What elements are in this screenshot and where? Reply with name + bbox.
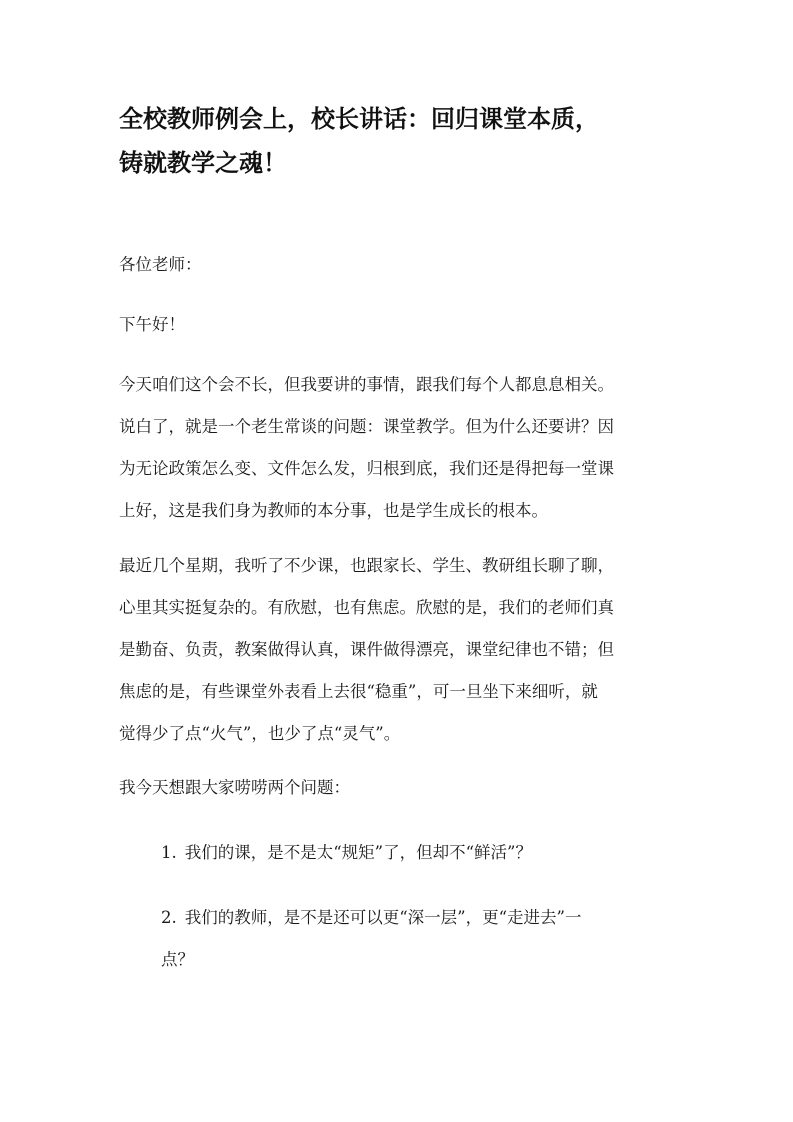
paragraph-questions-intro	[119, 767, 679, 809]
paragraph-observations	[119, 545, 679, 755]
paragraph-line: 是勤奋、负责，教案做得认真，课件做得漂亮，课堂纪律也不错；但	[119, 640, 614, 659]
greeting	[119, 304, 679, 346]
greeting-text: 下午好！	[119, 315, 185, 334]
list-text: 我们的教师，是不是还可以更“深一层”，更“走进去”一	[184, 908, 582, 927]
paragraph-line: 最近几个星期，我听了不少课，也跟家长、学生、教研组长聊了聊，	[119, 556, 614, 575]
paragraph-line: 觉得少了点“火气”，也少了点“灵气”。	[119, 724, 401, 743]
salutation-text: 各位老师：	[119, 255, 202, 274]
list-item-line: 点？	[161, 950, 194, 969]
paragraph-line: 我今天想跟大家唠唠两个问题：	[119, 778, 350, 797]
paragraph-line: 今天咱们这个会不长，但我要讲的事情，跟我们每个人都息息相关。	[119, 375, 614, 394]
paragraph-line: 上好，这是我们身为教师的本分事，也是学生成长的根本。	[119, 501, 548, 520]
paragraph-line: 焦虑的是，有些课堂外表看上去很“稳重”，可一旦坐下来细听，就	[119, 682, 598, 701]
salutation	[119, 244, 679, 286]
list-item-line	[161, 832, 681, 874]
list-item-1	[161, 832, 681, 874]
list-number: 1.	[161, 843, 177, 862]
document-title	[119, 97, 699, 185]
title-line: 全校教师例会上，校长讲话：回归课堂本质，	[119, 105, 599, 133]
list-number: 2.	[161, 908, 177, 927]
paragraph-intro	[119, 364, 679, 532]
paragraph-line: 为无论政策怎么变、文件怎么发，归根到底，我们还是得把每一堂课	[119, 459, 614, 478]
title-line: 铸就教学之魂！	[119, 149, 287, 177]
paragraph-line: 心里其实挺复杂的。有欣慰，也有焦虑。欣慰的是，我们的老师们真	[119, 598, 614, 617]
list-item-2	[161, 897, 681, 981]
list-item-line	[161, 897, 681, 939]
list-text: 我们的课，是不是太“规矩”了，但却不“鲜活”？	[184, 843, 532, 862]
paragraph-line: 说白了，就是一个老生常谈的问题：课堂教学。但为什么还要讲？因	[119, 417, 614, 436]
